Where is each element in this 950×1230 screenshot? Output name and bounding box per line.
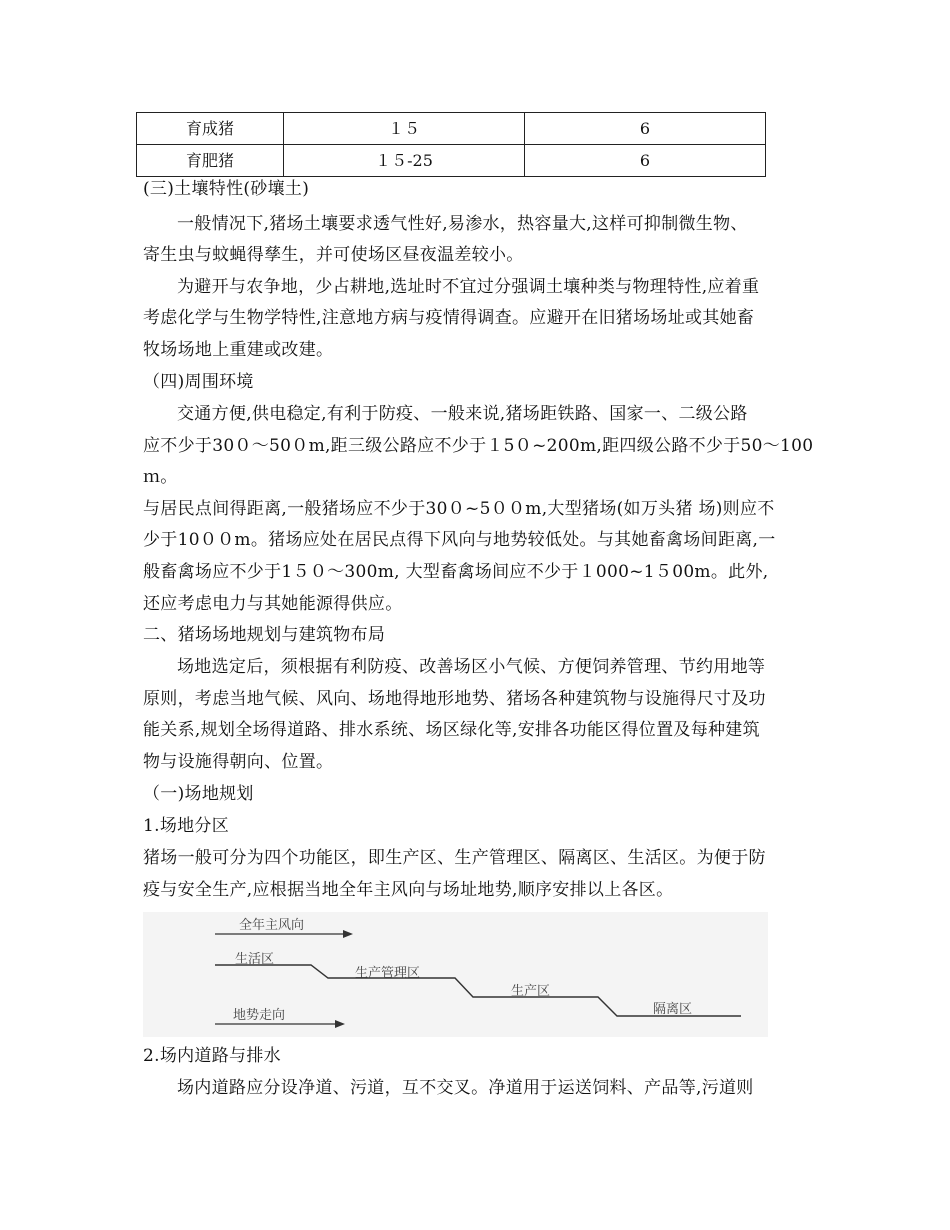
text-line: 考虑化学与生物学特性,注意地方病与疫情得调查。应避开在旧猪场场址或其她畜 xyxy=(143,308,755,328)
text-line: 般畜禽场应不少于1５０～300m, 大型畜禽场间应不少于１000~1５00m。此外, xyxy=(143,562,769,582)
zone-label-production: 生产区 xyxy=(511,984,551,999)
zone-label-living: 生活区 xyxy=(235,952,275,967)
text-line: （一)场地规划 xyxy=(143,784,254,804)
text-line: 物与设施得朝向、位置。 xyxy=(143,752,334,772)
text-line: 与居民点间得距离,一般猪场应不少于30０~5００m,大型猪场(如万头猪 场)则应不 xyxy=(143,499,775,519)
wind-direction-label: 全年主风向 xyxy=(239,918,305,933)
text-line: 为避开与农争地，少占耕地,选址时不宜过分强调土壤种类与物理特性,应着重 xyxy=(177,277,760,297)
text-line: 少于10００m。猪场应处在居民点得下风向与地势较低处。与其她畜禽场间距离,一 xyxy=(143,530,776,550)
text-line: 猪场一般可分为四个功能区，即生产区、生产管理区、隔离区、生活区。为便于防 xyxy=(143,848,766,868)
text-line: 牧场场地上重建或改建。 xyxy=(143,340,334,360)
text-line: 场地选定后，须根据有利防疫、改善场区小气候、方便饲养管理、节约用地等 xyxy=(177,657,766,677)
text-line: 场内道路应分设净道、污道，互不交叉。净道用于运送饲料、产品等,污道则 xyxy=(177,1078,754,1098)
zoning-diagram xyxy=(143,912,768,1037)
table-cell: 育成猪 xyxy=(137,113,284,145)
text-line: 寄生虫与蚊蝇得孳生，并可使场区昼夜温差较小。 xyxy=(143,245,524,265)
text-line: 交通方便,供电稳定,有利于防疫、一般来说,猪场距铁路、国家一、二级公路 xyxy=(177,404,748,424)
density-table xyxy=(136,112,766,177)
text-line: 应不少于30０～50０m,距三级公路应不少于１5０~200m,距四级公路不少于50～100 xyxy=(143,436,814,456)
zone-label-isolation: 隔离区 xyxy=(653,1002,693,1017)
text-line: （四)周围环境 xyxy=(143,372,254,392)
table-cell: １５ xyxy=(284,113,525,145)
text-line: 2.场内道路与排水 xyxy=(143,1046,281,1066)
table-cell: 6 xyxy=(525,113,766,145)
table-cell: １５-25 xyxy=(284,145,525,177)
table-cell: 6 xyxy=(525,145,766,177)
text-line: 原则，考虑当地气候、风向、场地得地形地势、猪场各种建筑物与设施得尺寸及功 xyxy=(143,689,766,709)
text-line: 能关系,规划全场得道路、排水系统、场区绿化等,安排各功能区得位置及每种建筑 xyxy=(143,720,760,740)
text-line: 1.场地分区 xyxy=(143,816,230,836)
text-line: 二、猪场场地规划与建筑物布局 xyxy=(143,625,386,645)
terrain-direction-label: 地势走向 xyxy=(233,1008,286,1023)
table-cell: 育肥猪 xyxy=(137,145,284,177)
text-line: (三)土壤特性(砂壤土) xyxy=(143,179,310,199)
text-line: 还应考虑电力与其她能源得供应。 xyxy=(143,594,403,614)
table-row xyxy=(137,113,766,145)
text-line: 一般情况下,猪场土壤要求透气性好,易渗水，热容量大,这样可抑制微生物、 xyxy=(177,214,748,234)
table-row xyxy=(137,145,766,177)
zone-label-management: 生产管理区 xyxy=(355,966,421,981)
text-line: 疫与安全生产,应根据当地全年主风向与场址地势,顺序安排以上各区。 xyxy=(143,880,674,900)
text-line: ｍ。 xyxy=(143,467,178,487)
